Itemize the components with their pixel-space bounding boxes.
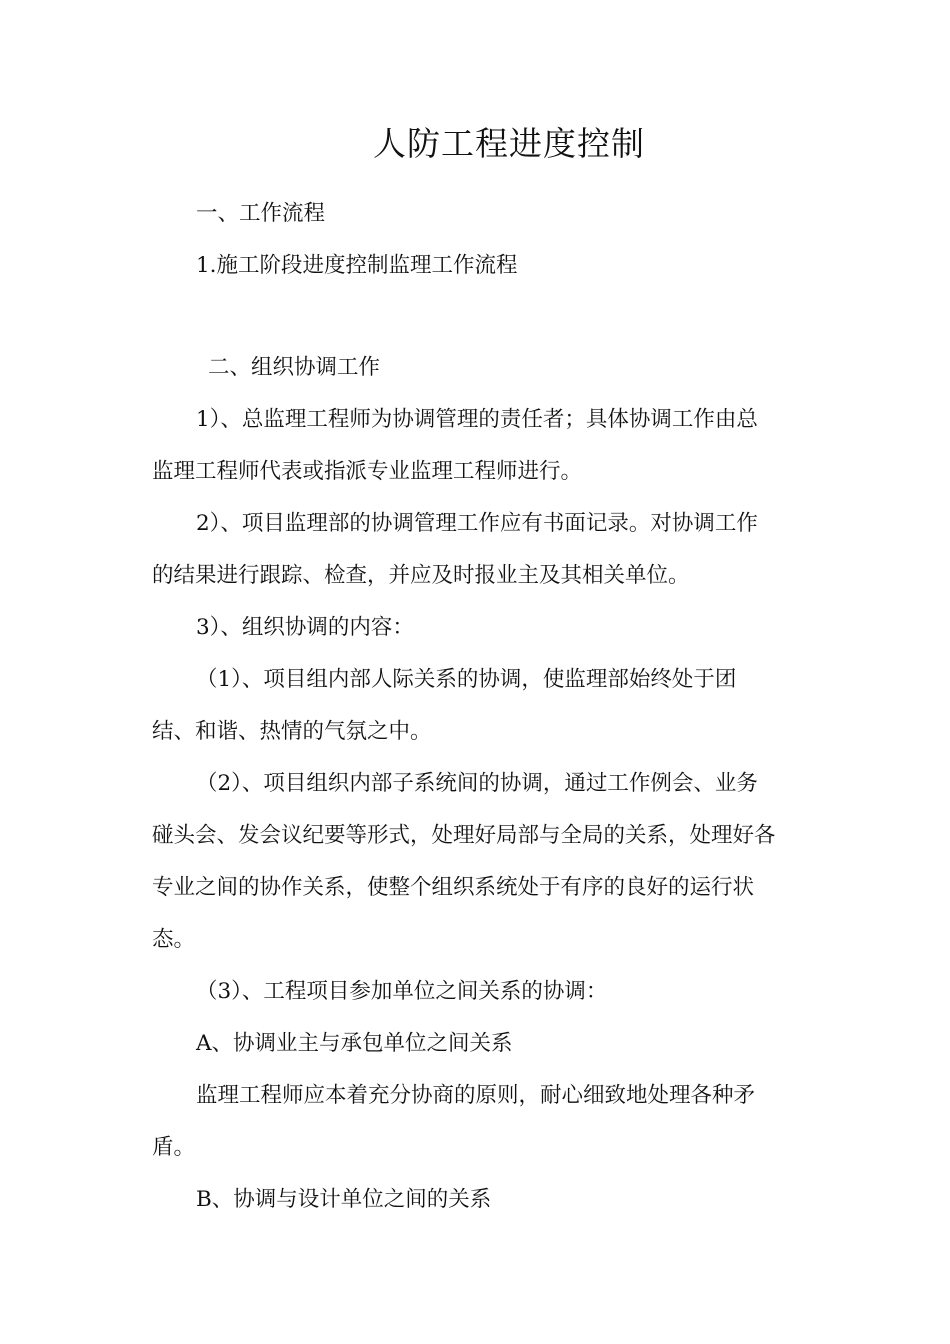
- paragraph-line: 盾。: [152, 1135, 196, 1160]
- paragraph-line: 监理工程师代表或指派专业监理工程师进行。: [152, 459, 583, 484]
- paragraph-line: 的结果进行跟踪、检查，并应及时报业主及其相关单位。: [152, 563, 690, 588]
- paragraph-line: B、协调与设计单位之间的关系: [196, 1187, 492, 1212]
- paragraph-line: （2）、项目组织内部子系统间的协调，通过工作例会、业务: [196, 771, 758, 796]
- paragraph-line: 2）、项目监理部的协调管理工作应有书面记录。对协调工作: [196, 511, 758, 536]
- subsection-heading: 1.施工阶段进度控制监理工作流程: [196, 253, 518, 278]
- paragraph-line: 1）、总监理工程师为协调管理的责任者；具体协调工作由总: [196, 407, 758, 432]
- section-heading-coordination: 二、组织协调工作: [208, 355, 381, 380]
- paragraph-line: A、协调业主与承包单位之间关系: [196, 1031, 513, 1056]
- paragraph-line: 态。: [152, 927, 196, 952]
- paragraph-line: （3）、工程项目参加单位之间关系的协调：: [196, 979, 608, 1004]
- document-title: 人防工程进度控制: [373, 124, 645, 163]
- paragraph-line: 专业之间的协作关系，使整个组织系统处于有序的良好的运行状: [152, 875, 755, 900]
- paragraph-line: 监理工程师应本着充分协商的原则，耐心细致地处理各种矛: [196, 1083, 756, 1108]
- paragraph-line: （1）、项目组内部人际关系的协调，使监理部始终处于团: [196, 667, 737, 692]
- section-heading-workflow: 一、工作流程: [196, 201, 326, 226]
- paragraph-line: 3）、组织协调的内容：: [196, 615, 414, 640]
- paragraph-line: 结、和谐、热情的气氛之中。: [152, 719, 432, 744]
- paragraph-line: 碰头会、发会议纪要等形式，处理好局部与全局的关系，处理好各: [152, 823, 776, 848]
